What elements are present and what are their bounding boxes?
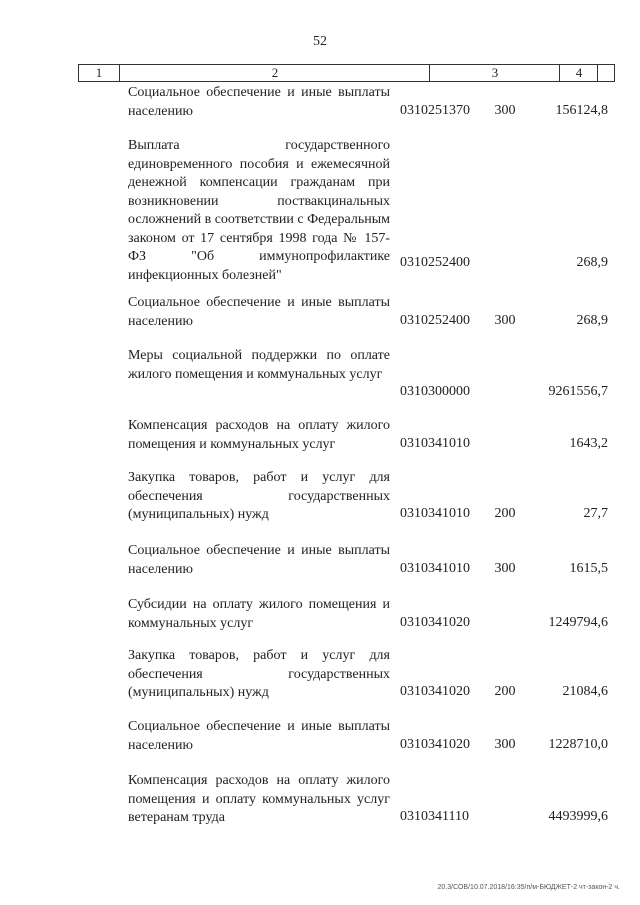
row-amount: 1643,2 [569, 436, 608, 451]
row-name: Закупка товаров, работ и услуг для обеспечения государственных (муниципальных) нужд [128, 648, 390, 700]
row-name: Выплата государственного единовременного пособия и ежемесячной денежной компенсации гражданам при возникновении поствакцинальных осложнений в соответствии с Федеральным законом от 17 сентября 1998 года № 157-ФЗ "Об иммунопрофилактике инфекционных болезней" [128, 138, 390, 283]
row-amount: 4493999,6 [548, 809, 608, 824]
page-number: 52 [313, 34, 327, 49]
row-code: 0310341010 [400, 436, 470, 451]
row-amount: 1615,5 [569, 561, 608, 576]
header-col-2: 2 [119, 65, 430, 81]
row-type: 300 [494, 103, 516, 118]
row-name: Социальное обеспечение и иные выплаты населению [128, 85, 390, 119]
row-code: 0310252400 [400, 255, 470, 270]
row-amount: 268,9 [576, 313, 608, 328]
row-name: Социальное обеспечение и иные выплаты населению [128, 295, 390, 329]
header-col-3: 3 [429, 65, 560, 81]
row-amount: 268,9 [576, 255, 608, 270]
row-code: 0310252400 [400, 313, 470, 328]
row-name: Компенсация расходов на оплату жилого помещения и коммунальных услуг [128, 418, 390, 452]
row-type: 300 [494, 313, 516, 328]
row-amount: 27,7 [583, 506, 608, 521]
header-col-4: 4 [559, 65, 598, 81]
row-name: Компенсация расходов на оплату жилого помещения и оплату коммунальных услуг ветеранам труда [128, 773, 390, 825]
row-amount: 1228710,0 [548, 737, 608, 752]
row-code: 0310341010 [400, 506, 470, 521]
footer-stamp: 20.3/СОВ/10.07.2018/16:35/п/м-БЮДЖЕТ-2 чт-закон-2 ч. [437, 884, 620, 891]
row-name: Социальное обеспечение и иные выплаты населению [128, 719, 390, 753]
row-type: 300 [494, 737, 516, 752]
row-code: 0310341010 [400, 561, 470, 576]
row-code: 0310300000 [400, 384, 470, 399]
row-name: Закупка товаров, работ и услуг для обеспечения государственных (муниципальных) нужд [128, 470, 390, 522]
row-amount: 156124,8 [555, 103, 608, 118]
table-header [78, 64, 615, 82]
row-type: 200 [494, 506, 516, 521]
row-name: Меры социальной поддержки по оплате жилого помещения и коммунальных услуг [128, 348, 390, 382]
row-code: 0310341020 [400, 737, 470, 752]
row-name: Социальное обеспечение и иные выплаты населению [128, 543, 390, 577]
header-col-5-box [597, 65, 615, 81]
row-code: 0310341110 [400, 809, 469, 824]
row-type: 300 [494, 561, 516, 576]
row-amount: 9261556,7 [548, 384, 608, 399]
row-type: 200 [494, 684, 516, 699]
row-amount: 1249794,6 [548, 615, 608, 630]
row-code: 0310341020 [400, 615, 470, 630]
row-name: Субсидии на оплату жилого помещения и коммунальных услуг [128, 597, 390, 631]
row-amount: 21084,6 [562, 684, 608, 699]
header-col-1: 1 [95, 65, 103, 80]
row-code: 0310251370 [400, 103, 470, 118]
row-code: 0310341020 [400, 684, 470, 699]
